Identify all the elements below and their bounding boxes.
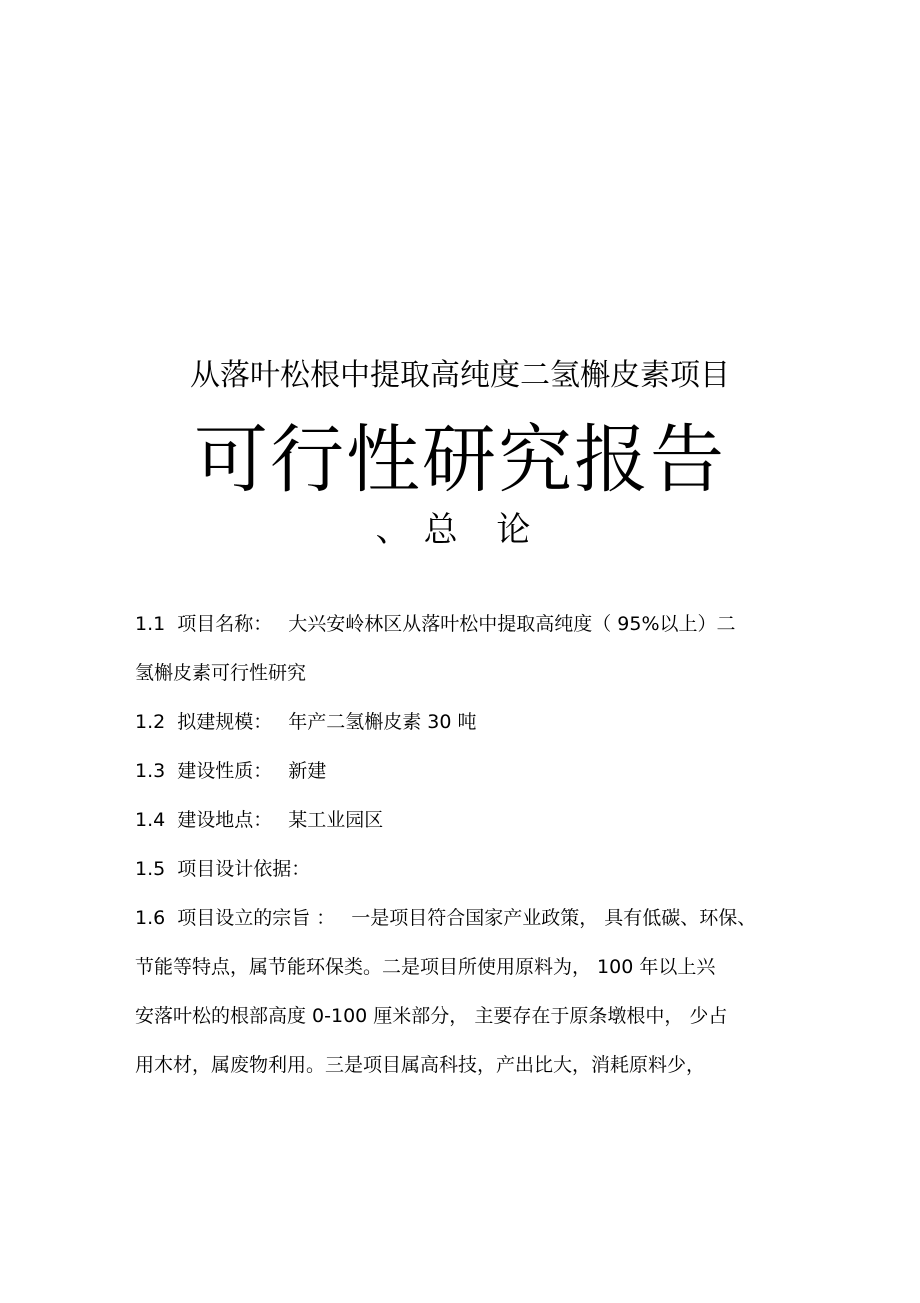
item-1-1: [135, 610, 736, 638]
document-subtitle: 从落叶松根中提取高纯度二氢槲皮素项目: [190, 358, 730, 393]
item-label: 建设地点：: [177, 809, 273, 831]
item-text: 节能等特点，属节能环保类。二是项目所使用原料为， 100 年以上兴: [135, 956, 716, 978]
item-label: 项目设立的宗旨 ：: [177, 907, 336, 929]
item-1-6: [135, 904, 756, 932]
item-label: 建设性质：: [177, 760, 273, 782]
section-heading: 、总 论: [375, 510, 545, 550]
item-1-1-continued: [135, 659, 306, 687]
item-text: 大兴安岭林区从落叶松中提取高纯度（ 95%以上）二: [288, 613, 736, 635]
item-number: 1.4: [135, 809, 166, 831]
item-1-2: [135, 708, 477, 736]
item-1-3: [135, 757, 326, 785]
item-text: 一是项目符合国家产业政策， 具有低碳、环保、: [351, 907, 757, 929]
item-1-5: [135, 855, 326, 883]
item-label: 项目名称：: [177, 613, 273, 635]
item-1-4: [135, 806, 383, 834]
item-number: 1.3: [135, 760, 166, 782]
document-title: 可行性研究报告: [194, 417, 726, 503]
item-label: 项目设计依据：: [177, 858, 311, 880]
item-number: 1.1: [135, 613, 166, 635]
item-text: 某工业园区: [288, 809, 384, 831]
item-number: 1.2: [135, 711, 166, 733]
item-text: 新建: [288, 760, 327, 782]
item-text: 用木材，属废物利用。三是项目属高科技，产出比大，消耗原料少，: [135, 1054, 706, 1076]
item-label: 拟建规模：: [177, 711, 273, 733]
item-number: 1.6: [135, 907, 166, 929]
item-text: 氢槲皮素可行性研究: [135, 662, 307, 684]
item-1-6-line-4: [135, 1051, 705, 1079]
item-1-6-line-3: [135, 1002, 727, 1030]
item-1-6-line-2: [135, 953, 715, 981]
item-text: 安落叶松的根部高度 0-100 厘米部分， 主要存在于原条墩根中， 少占: [135, 1005, 728, 1027]
item-text: 年产二氢槲皮素 30 吨: [288, 711, 477, 733]
item-number: 1.5: [135, 858, 166, 880]
